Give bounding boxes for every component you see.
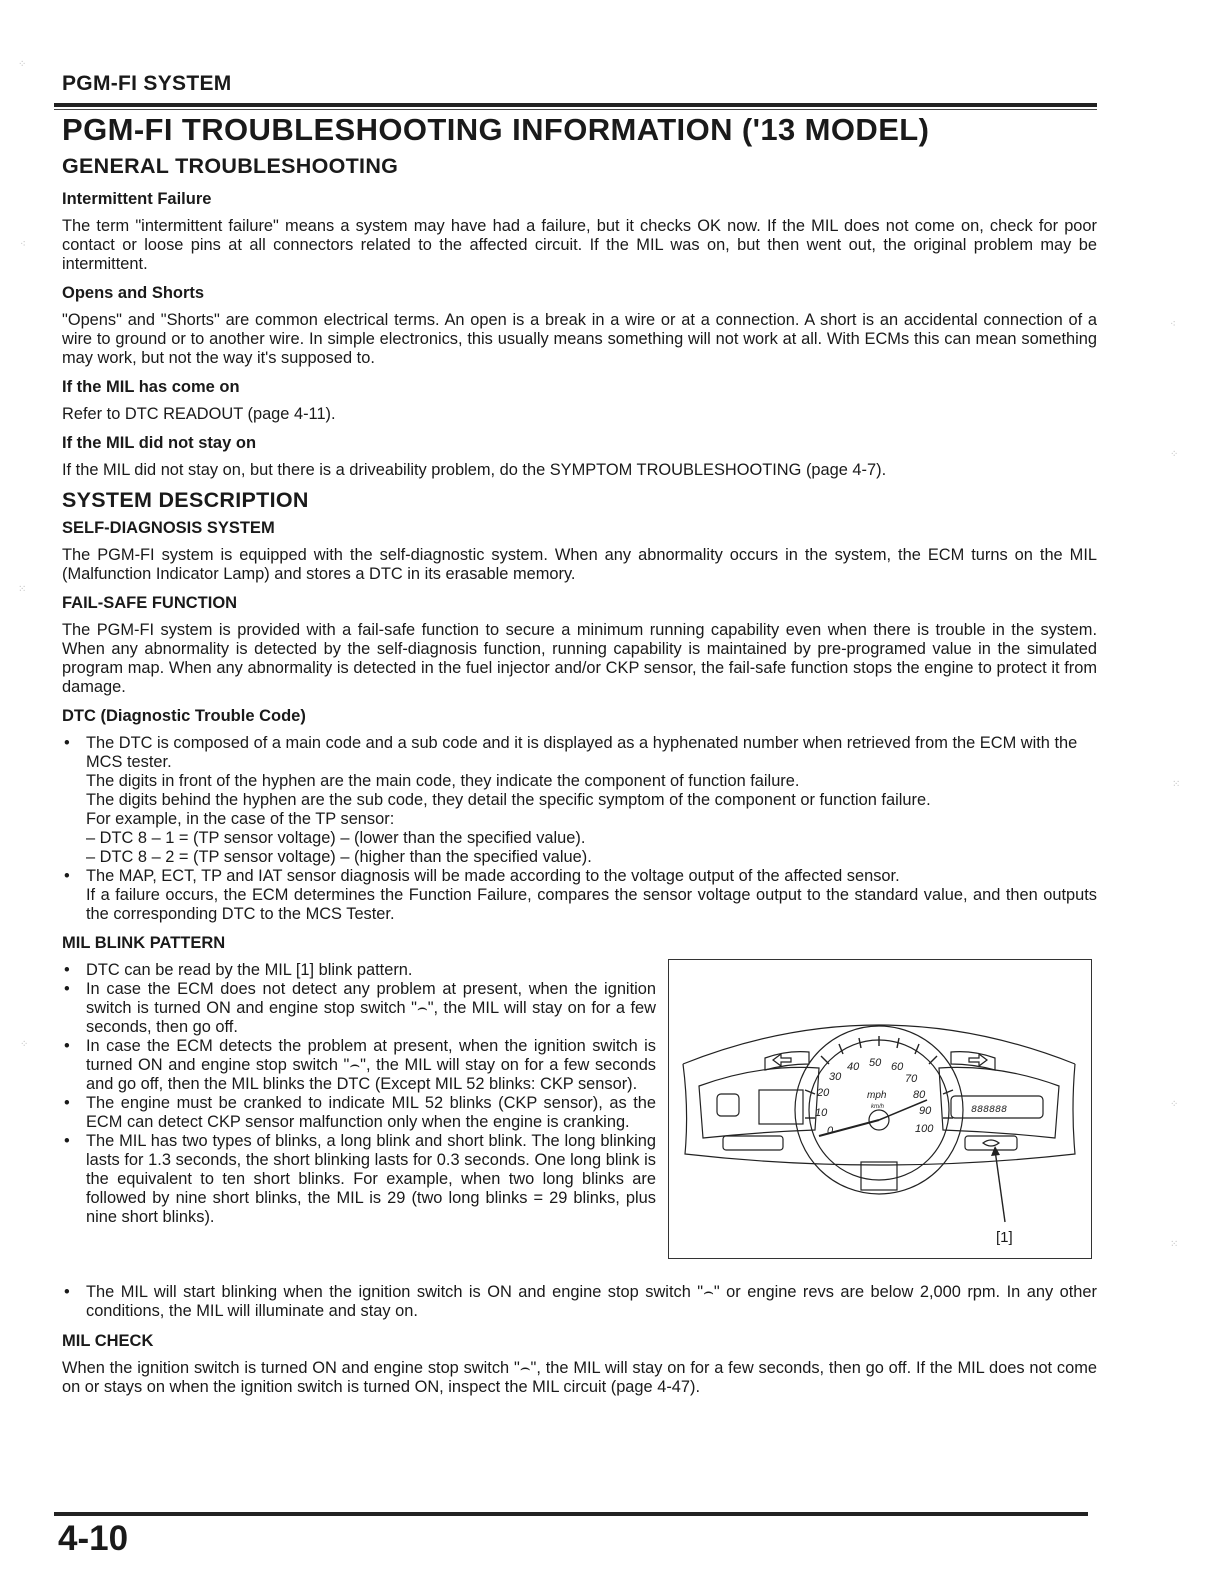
page-content — [62, 152, 1097, 1397]
mil-check-text: When the ignition switch is turned ON and engine stop switch "⌢", the MIL will stay on for a few seconds, then go off. If the MIL does not come on or stays on when the ignition switch is turned ON, inspect the MIL circuit (page 4-47). — [62, 1359, 1097, 1396]
tick-label: 100 — [915, 1123, 934, 1135]
header-rule-thin — [54, 109, 1097, 110]
self-diagnosis-heading: SELF-DIAGNOSIS SYSTEM — [62, 519, 275, 537]
mil-blink-list — [62, 961, 656, 1227]
scan-speck: ⁖ — [1170, 319, 1176, 330]
mil-indicator-icon — [983, 1140, 999, 1146]
callout-label: [1] — [996, 1229, 1013, 1246]
tick-label: 20 — [817, 1087, 830, 1099]
tick-label: 60 — [891, 1061, 904, 1073]
scan-speck: ⁖ — [20, 239, 26, 250]
header-rule — [54, 103, 1097, 107]
page-title: PGM-FI TROUBLESHOOTING INFORMATION ('13 MODEL) — [62, 112, 930, 147]
footer-rule — [54, 1512, 1088, 1516]
odometer-display: 888888 — [971, 1105, 1008, 1116]
right-turn-indicator-icon — [969, 1054, 987, 1066]
left-turn-indicator-icon — [773, 1054, 791, 1066]
tick-label: 80 — [913, 1089, 926, 1101]
tick-label: 70 — [905, 1073, 918, 1085]
dtc-main-code-text: The digits in front of the hyphen are the main code, they indicate the component of function failure. — [86, 772, 800, 790]
scan-speck: ⁙ — [1170, 1239, 1179, 1250]
mil-not-stay-heading: If the MIL did not stay on — [62, 434, 257, 452]
fail-safe-text: The PGM-FI system is provided with a fail-safe function to secure a minimum running capability even when there is trouble in the system. When any abnormality is detected by the self-diagnosis function, running capability is maintained by pre-programed value in the simulated program map. When any abnormality is detected in the fuel injector and/or CKP sensor, the fail-safe function stops the engine to protect it from damage. — [62, 621, 1097, 696]
list-item: • The engine must be cranked to indicate MIL 52 blinks (CKP sensor), as the ECM can detect CKP sensor malfunction only when the engine is cranking. — [62, 1094, 656, 1132]
opens-shorts-text: "Opens" and "Shorts" are common electrical terms. An open is a break in a wire or at a connection. A short is an accidental connection of a wire to ground or to another wire. In simple electronics, this usually means something will not work at all. With ECMs this can mean something may work, but not the way it's supposed to. — [62, 311, 1097, 367]
page-number: 4-10 — [58, 1519, 129, 1558]
tick-label: 40 — [847, 1061, 860, 1073]
instrument-cluster-illustration — [669, 960, 1091, 1258]
tick-label: 90 — [919, 1105, 932, 1117]
mil-on-heading: If the MIL has come on — [62, 378, 240, 396]
intermittent-text: The term "intermittent failure" means a system may have had a failure, but it checks OK now. If the MIL does not come on, check for poor contact or loose pins at all connectors related to the affected circuit. If the MIL was on, but then went out, the original problem may be intermittent. — [62, 217, 1097, 273]
list-item: • DTC can be read by the MIL [1] blink pattern. — [62, 961, 656, 980]
callout-arrowhead — [991, 1146, 1000, 1156]
scan-speck: ⁙ — [18, 584, 27, 595]
list-item: • In case the ECM detects the problem at present, when the ignition switch is turned ON and engine stop switch "⌢", the MIL will stay on for a few seconds and go off, then the MIL blinks the DTC (Except MIL 52 blinks: CKP sensor). — [62, 1037, 656, 1094]
self-diagnosis-text: The PGM-FI system is equipped with the self-diagnostic system. When any abnormality occurs in the system, the ECM turns on the MIL (Malfunction Indicator Lamp) and stores a DTC in its erasable memory. — [62, 546, 1097, 583]
speed-unit-label: mph — [867, 1090, 887, 1101]
dtc-example-1: – DTC 8 – 1 = (TP sensor voltage) – (lower than the specified value). — [86, 829, 586, 847]
dtc-bullet-2-detail: If a failure occurs, the ECM determines the Function Failure, compares the sensor voltage output to the standard value, and then outputs the corresponding DTC to the MCS Tester. — [86, 886, 1097, 923]
list-item: • The MIL has two types of blinks, a long blink and short blink. The long blinking lasts for 1.3 seconds, the short blinking lasts for 0.3 seconds. One long blink is the equivalent to ten short blinks. For example, when two long blinks are followed by nine short blinks, the MIL is 29 (two long blinks = 29 blinks, plus nine short blinks). — [62, 1132, 656, 1227]
tick-label: 0 — [827, 1125, 834, 1137]
scan-speck: ⁘ — [20, 1039, 29, 1050]
scan-speck: ⁙ — [1172, 779, 1181, 790]
speed-unit-label-secondary: km/h — [871, 1104, 885, 1110]
scan-speck: ⁘ — [18, 59, 27, 70]
section-tag: PGM-FI SYSTEM — [62, 72, 232, 95]
dtc-bullet-2: • The MAP, ECT, TP and IAT sensor diagnosis will be made according to the voltage output of the affected sensor. — [86, 867, 900, 885]
dtc-heading: DTC (Diagnostic Trouble Code) — [62, 707, 306, 725]
mil-blink-list-continued — [62, 1283, 1097, 1321]
manual-page — [58, 0, 1097, 1584]
dtc-bullet-1: • The DTC is composed of a main code and a sub code and it is displayed as a hyphenated number when retrieved from the ECM with the MCS tester. — [86, 734, 1078, 771]
scan-speck: ⁘ — [1170, 1099, 1179, 1110]
mil-check-heading: MIL CHECK — [62, 1332, 154, 1350]
list-item: • The MIL will start blinking when the ignition switch is ON and engine stop switch "⌢" or engine revs are below 2,000 rpm. In any other conditions, the MIL will illuminate and stay on. — [62, 1283, 1097, 1321]
tick-label: 30 — [829, 1071, 842, 1083]
general-troubleshooting-heading: GENERAL TROUBLESHOOTING — [62, 154, 399, 178]
scan-speck: ⁘ — [1170, 449, 1179, 460]
mil-blink-heading: MIL BLINK PATTERN — [62, 934, 226, 952]
dtc-example-2: – DTC 8 – 2 = (TP sensor voltage) – (higher than the specified value). — [86, 848, 592, 866]
mil-on-text: Refer to DTC READOUT (page 4-11). — [62, 405, 336, 423]
fail-safe-heading: FAIL-SAFE FUNCTION — [62, 594, 238, 612]
system-description-heading: SYSTEM DESCRIPTION — [62, 488, 309, 512]
meter-figure — [668, 959, 1092, 1259]
dtc-example-intro: For example, in the case of the TP sensor: — [86, 810, 395, 828]
list-item — [62, 734, 1097, 867]
dtc-list — [62, 734, 1097, 924]
list-item: • In case the ECM does not detect any problem at present, when the ignition switch is turned ON and engine stop switch "⌢", the MIL will stay on for a few seconds, then go off. — [62, 980, 656, 1037]
dtc-sub-code-text: The digits behind the hyphen are the sub code, they detail the specific symptom of the component or function failure. — [86, 791, 931, 809]
mil-blink-section — [62, 961, 1097, 1320]
opens-shorts-heading: Opens and Shorts — [62, 284, 205, 302]
tick-label: 10 — [815, 1107, 828, 1119]
mil-not-stay-text: If the MIL did not stay on, but there is a driveability problem, do the SYMPTOM TROUBLESHOOTING (page 4-7). — [62, 461, 887, 479]
tick-label: 50 — [869, 1057, 882, 1069]
intermittent-heading: Intermittent Failure — [62, 190, 212, 208]
list-item — [62, 867, 1097, 924]
